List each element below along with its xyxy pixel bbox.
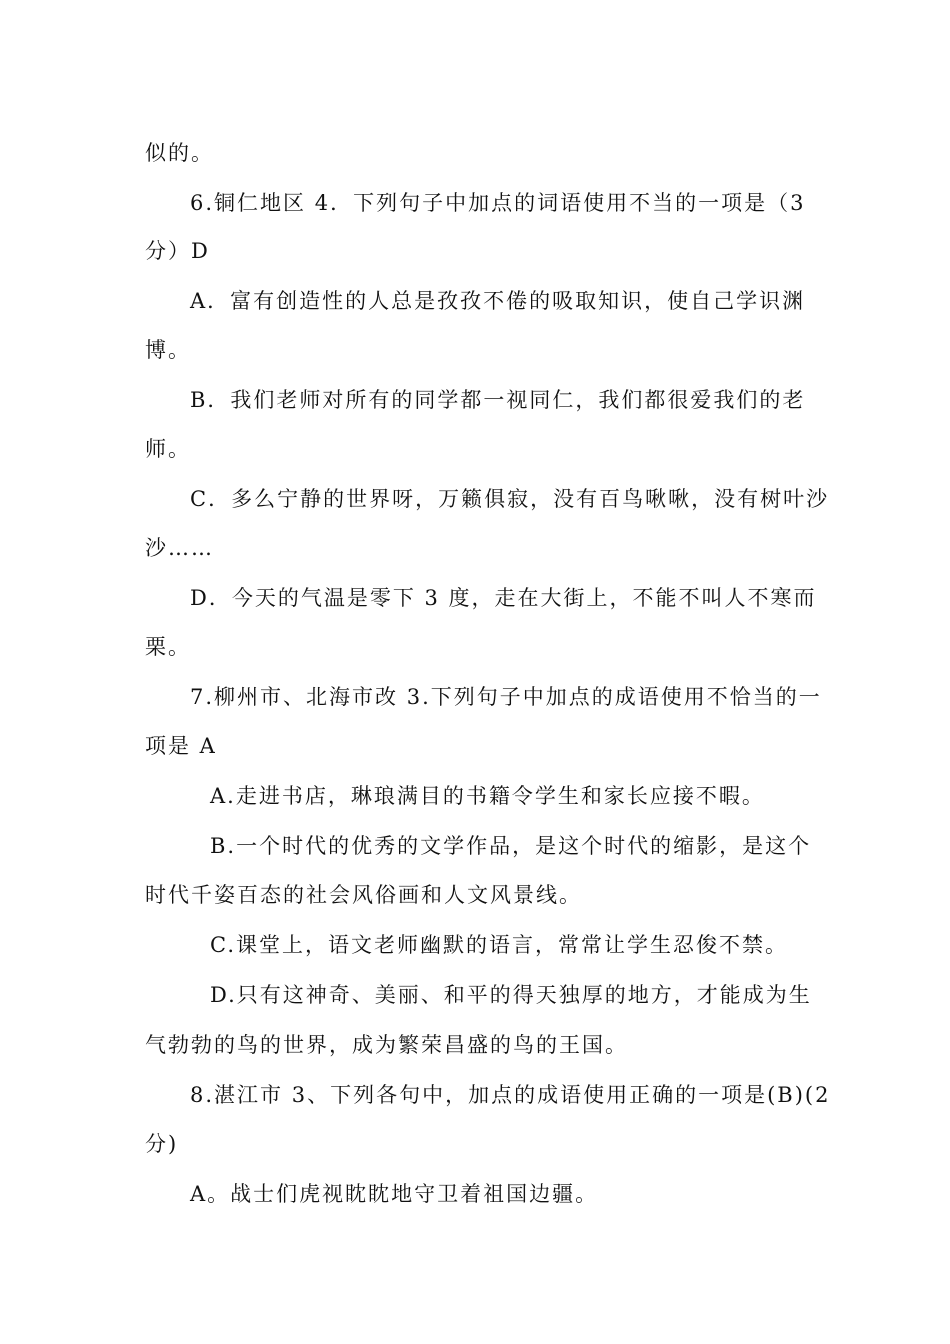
question-7-option-d: D.只有这神奇、美丽、和平的得天独厚的地方，才能成为生: [210, 983, 812, 1007]
text-line: 似的。: [145, 141, 214, 165]
text-line: 师。: [145, 437, 191, 461]
question-7-option-a: A.走进书店，琳琅满目的书籍令学生和家长应接不暇。: [210, 784, 765, 808]
question-6-option-b: B．我们老师对所有的同学都一视同仁，我们都很爱我们的老: [190, 388, 806, 412]
question-6-option-d: D．今天的气温是零下 3 度，走在大街上，不能不叫人不寒而: [190, 586, 817, 610]
question-8-option-a: A。战士们虎视眈眈地守卫着祖国边疆。: [190, 1182, 599, 1206]
text-line: 时代千姿百态的社会风俗画和人文风景线。: [145, 883, 582, 907]
text-line: 博。: [145, 338, 191, 362]
text-line: 气勃勃的鸟的世界，成为繁荣昌盛的鸟的王国。: [145, 1033, 628, 1057]
question-8-stem: 8.湛江市 3、下列各句中，加点的成语使用正确的一项是(B)(2: [190, 1083, 831, 1107]
question-6-stem: 6.铜仁地区 4．下列句子中加点的词语使用不当的一项是（3: [190, 191, 806, 215]
text-line: 项是 A: [145, 734, 217, 758]
text-line: 沙……: [145, 536, 214, 560]
question-6-option-a: A．富有创造性的人总是孜孜不倦的吸取知识，使自己学识渊: [190, 289, 806, 313]
question-6-option-c: C．多么宁静的世界呀，万籁俱寂，没有百鸟啾啾，没有树叶沙: [190, 487, 830, 511]
question-7-option-b: B.一个时代的优秀的文学作品，是这个时代的缩影，是这个: [210, 834, 812, 858]
question-7-option-c: C.课堂上，语文老师幽默的语言，常常让学生忍俊不禁。: [210, 933, 788, 957]
question-7-stem: 7.柳州市、北海市改 3.下列句子中加点的成语使用不恰当的一: [190, 685, 822, 709]
text-line: 分): [145, 1132, 179, 1156]
text-line: 栗。: [145, 635, 191, 659]
text-line: 分）D: [145, 239, 210, 263]
